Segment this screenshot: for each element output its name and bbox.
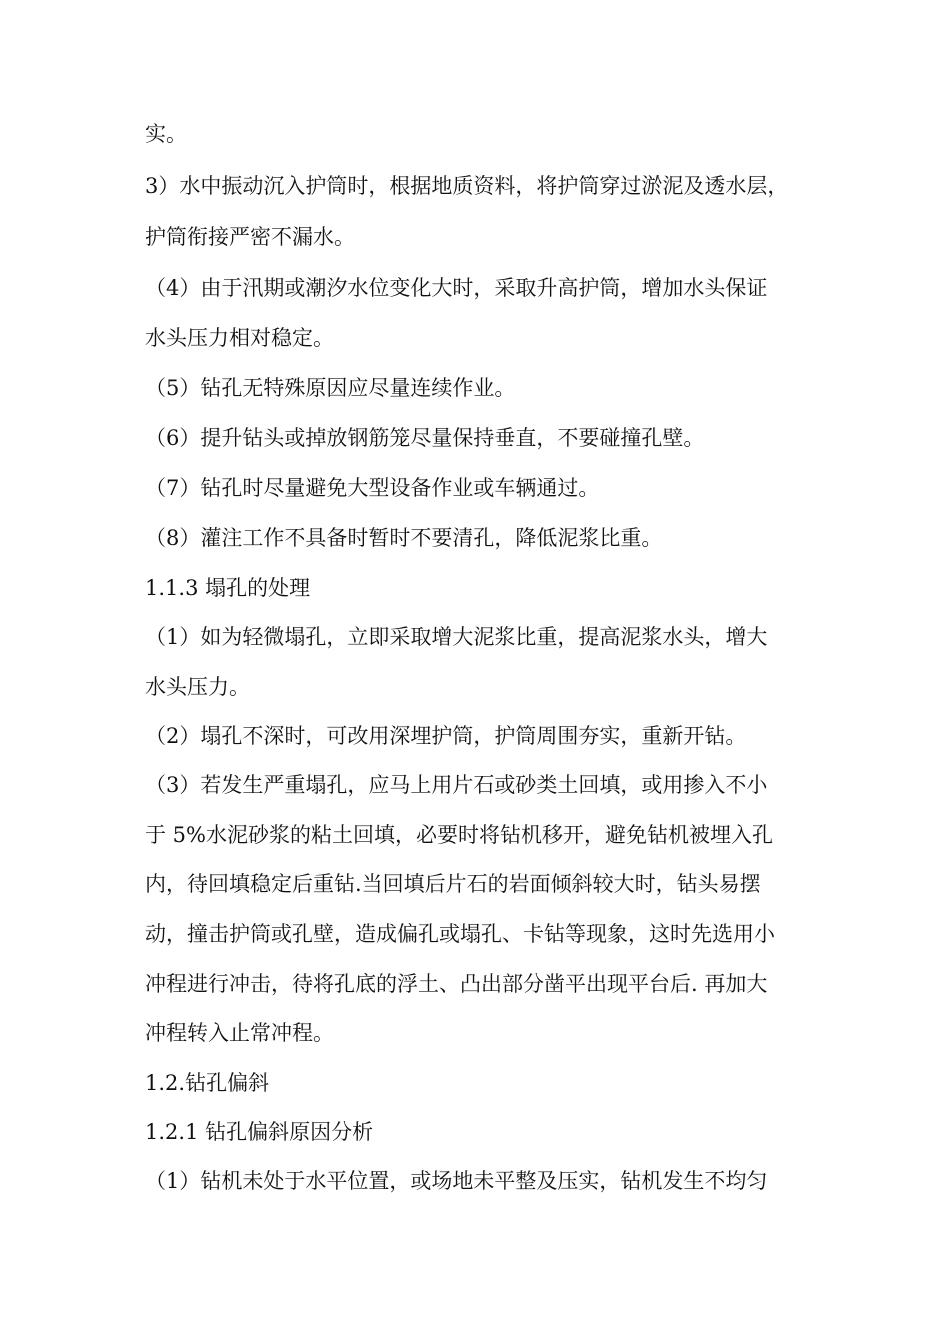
text-line-19: 冲程转入止常冲程。: [145, 1021, 334, 1045]
text-line-14: （3）若发生严重塌孔，应马上用片石或砂类土回填，或用掺入不小: [145, 773, 768, 797]
text-line-17: 动，撞击护筒或孔壁，造成偏孔或塌孔、卡钻等现象，这时先选用小: [145, 922, 775, 946]
text-line-18: 冲程进行冲击，待将孔底的浮土、凸出部分凿平出现平台后. 再加大: [145, 972, 768, 996]
text-line-1: 实。: [145, 122, 187, 146]
text-line-4: （4）由于汛期或潮汐水位变化大时，采取升高护筒，增加水头保证: [145, 276, 768, 300]
section-heading-1-2-1: 1.2.1 钻孔偏斜原因分析: [145, 1120, 374, 1144]
text-line-11: （1）如为轻微塌孔，立即采取增大泥浆比重，提高泥浆水头，增大: [145, 625, 768, 649]
section-heading-1-1-3: 1.1.3 塌孔的处理: [145, 576, 311, 600]
text-line-2: 3）水中振动沉入护筒时，根据地质资料，将护筒穿过淤泥及透水层，: [145, 174, 789, 198]
text-line-13: （2）塌孔不深时，可改用深埋护筒，护筒周围夯实，重新开钻。: [145, 724, 747, 748]
text-line-5: 水头压力相对稳定。: [145, 326, 334, 350]
text-line-6: （5）钻孔无特殊原因应尽量连续作业。: [145, 376, 516, 400]
text-line-9: （8）灌注工作不具备时暂时不要清孔，降低泥浆比重。: [145, 526, 663, 550]
section-heading-1-2: 1.2.钻孔偏斜: [145, 1071, 270, 1095]
text-line-3: 护筒衔接严密不漏水。: [145, 225, 355, 249]
text-line-12: 水头压力。: [145, 675, 250, 699]
text-line-7: （6）提升钻头或掉放钢筋笼尽量保持垂直，不要碰撞孔壁。: [145, 426, 705, 450]
text-line-22: （1）钻机未处于水平位置，或场地未平整及压实，钻机发生不均匀: [145, 1169, 768, 1193]
text-line-16: 内，待回填稳定后重钻.当回填后片石的岩面倾斜较大时，钻头易摆: [145, 872, 761, 896]
text-line-8: （7）钻孔时尽量避免大型设备作业或车辆通过。: [145, 476, 600, 500]
text-line-15: 于 5%水泥砂浆的粘土回填，必要时将钻机移开，避免钻机被埋入孔: [145, 823, 773, 847]
